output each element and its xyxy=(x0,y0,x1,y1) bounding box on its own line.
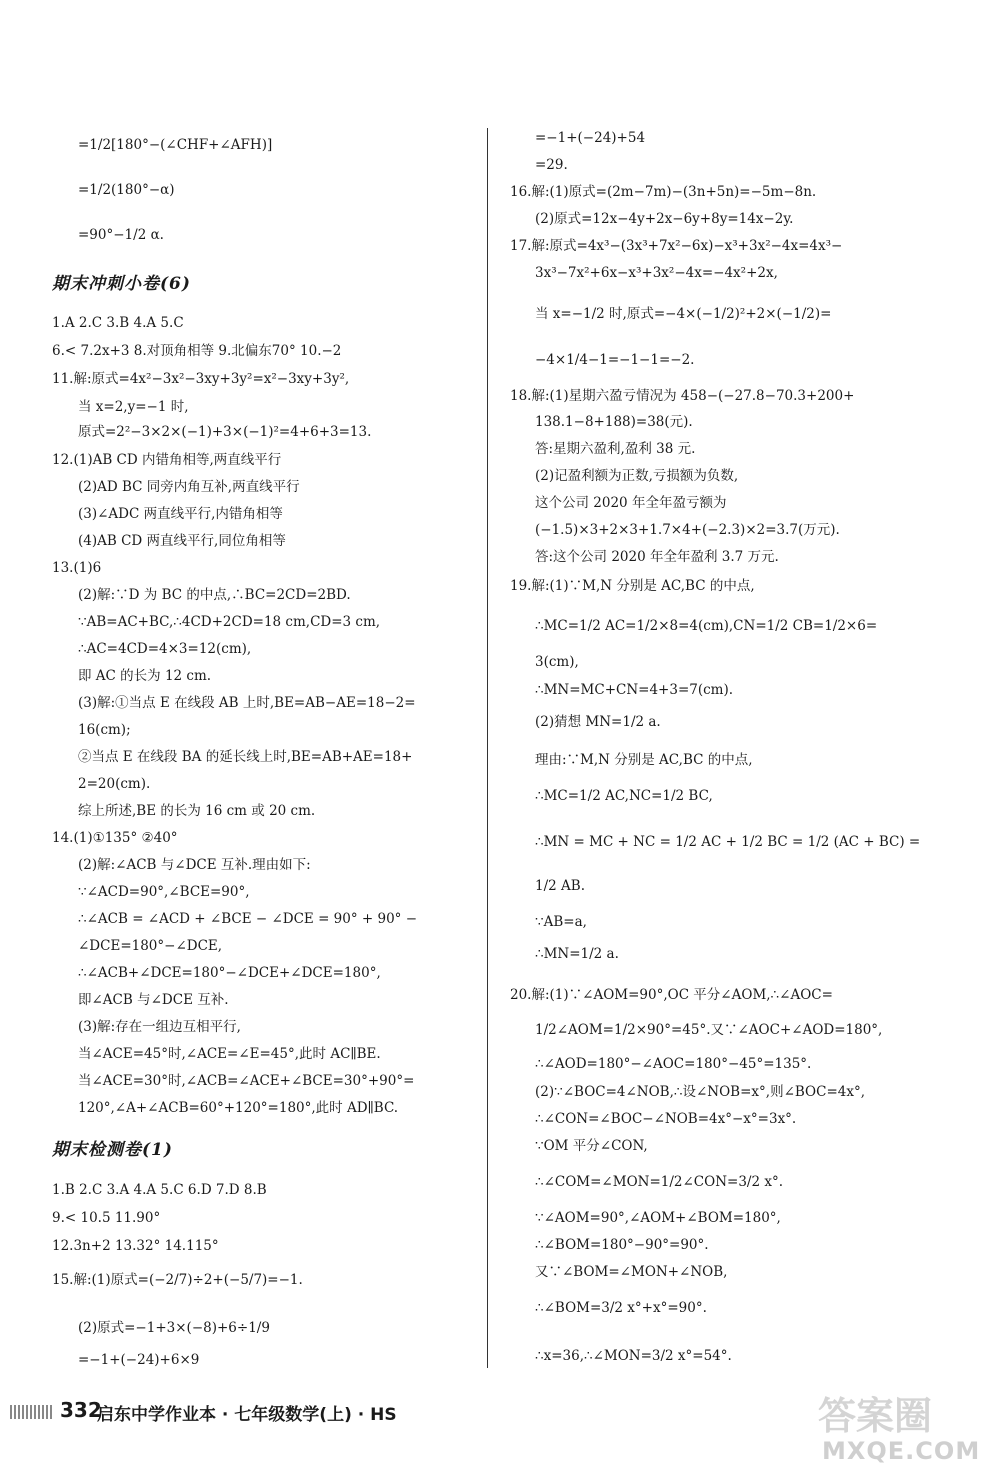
text-line: 6.< 7.2x+3 8.对顶角相等 9.北偏东70° 10.−2 xyxy=(52,343,342,359)
text-line: (2)记盈利额为正数,亏损额为负数, xyxy=(535,468,739,484)
text-line: (3)解:①当点 E 在线段 AB 上时,BE=AB−AE=18−2= xyxy=(78,695,416,711)
text-line: ∴MC=1/2 AC=1/2×8=4(cm),CN=1/2 CB=1/2×6= xyxy=(535,618,878,634)
text-line: 18.解:(1)星期六盈亏情况为 458−(−27.8−70.3+200+ xyxy=(510,388,855,404)
text-line: 理由:∵M,N 分别是 AC,BC 的中点, xyxy=(535,752,753,768)
text-line: 17.解:原式=4x³−(3x³+7x²−6x)−x³+3x²−4x=4x³− xyxy=(510,238,843,254)
text-line: 综上所述,BE 的长为 16 cm 或 20 cm. xyxy=(78,803,316,819)
text-line: ∴∠AOD=180°−∠AOC=180°−45°=135°. xyxy=(535,1056,812,1072)
text-line: 答:星期六盈利,盈利 38 元. xyxy=(535,441,696,457)
text-line: ∴∠CON=∠BOC−∠NOB=4x°−x°=3x°. xyxy=(535,1111,797,1127)
text-line: 又∵∠BOM=∠MON+∠NOB, xyxy=(535,1264,728,1280)
text-line: (2)原式=12x−4y+2x−6y+8y=14x−2y. xyxy=(535,211,794,227)
text-line: ②当点 E 在线段 BA 的延长线上时,BE=AB+AE=18+ xyxy=(78,749,413,765)
book-title: 启东中学作业本 · 七年级数学(上) · HS xyxy=(97,1405,397,1425)
text-line: 12.(1)AB CD 内错角相等,两直线平行 xyxy=(52,452,282,468)
section-title: 期末冲刺小卷(6) xyxy=(52,274,191,294)
text-line: (2)AD BC 同旁内角互补,两直线平行 xyxy=(78,479,300,495)
text-line: 12.3n+2 13.32° 14.115° xyxy=(52,1238,219,1254)
text-line: 当 x=−1/2 时,原式=−4×(−1/2)²+2×(−1/2)= xyxy=(535,306,832,322)
text-line: ∴AC=4CD=4×3=12(cm), xyxy=(78,641,252,657)
text-line: =1/2[180°−(∠CHF+∠AFH)] xyxy=(78,137,273,153)
text-line: ∴MN=MC+CN=4+3=7(cm). xyxy=(535,682,734,698)
text-line: =−1+(−24)+6×9 xyxy=(78,1352,200,1368)
text-line: −4×1/4−1=−1−1=−2. xyxy=(535,352,695,368)
watermark-url: MXQE.COM xyxy=(822,1437,981,1465)
text-line: 1/2∠AOM=1/2×90°=45°.又∵∠AOC+∠AOD=180°, xyxy=(535,1022,883,1038)
text-line: (2)原式=−1+3×(−8)+6÷1/9 xyxy=(78,1320,270,1336)
text-line: 2=20(cm). xyxy=(78,776,151,792)
text-line: 20.解:(1)∵∠AOM=90°,OC 平分∠AOM,∴∠AOC= xyxy=(510,987,833,1003)
text-line: ∴MC=1/2 AC,NC=1/2 BC, xyxy=(535,788,713,804)
watermark-text: 答案圈 xyxy=(818,1394,933,1438)
text-line: 原式=2²−3×2×(−1)+3×(−1)²=4+6+3=13. xyxy=(78,424,372,440)
text-line: (2)解:∵D 为 BC 的中点,∴BC=2CD=2BD. xyxy=(78,587,351,603)
text-line: =−1+(−24)+54 xyxy=(535,130,646,146)
text-line: =29. xyxy=(535,157,568,173)
text-line: 138.1−8+188)=38(元). xyxy=(535,414,693,430)
text-line: 当∠ACE=30°时,∠ACB=∠ACE+∠BCE=30°+90°= xyxy=(78,1073,415,1089)
text-line: (2)解:∠ACB 与∠DCE 互补.理由如下: xyxy=(78,857,311,873)
text-line: 11.解:原式=4x²−3x²−3xy+3y²=x²−3xy+3y², xyxy=(52,371,350,387)
text-line: 这个公司 2020 年全年盈亏额为 xyxy=(535,495,727,511)
text-line: =90°−1/2 α. xyxy=(78,227,164,243)
text-line: 19.解:(1)∵M,N 分别是 AC,BC 的中点, xyxy=(510,578,755,594)
text-line: ∵∠AOM=90°,∠AOM+∠BOM=180°, xyxy=(535,1210,781,1226)
text-line: ∵OM 平分∠CON, xyxy=(535,1138,648,1154)
text-line: ∴∠ACB = ∠ACD + ∠BCE − ∠DCE = 90° + 90° − xyxy=(78,911,418,927)
text-line: ∴x=36,∴∠MON=3/2 x°=54°. xyxy=(535,1348,732,1364)
text-line: (4)AB CD 两直线平行,同位角相等 xyxy=(78,533,286,549)
text-line: 13.(1)6 xyxy=(52,560,102,576)
text-line: 9.< 10.5 11.90° xyxy=(52,1210,161,1226)
text-line: 即 AC 的长为 12 cm. xyxy=(78,668,212,684)
text-line: ∴∠BOM=3/2 x°+x°=90°. xyxy=(535,1300,707,1316)
text-line: ∵AB=a, xyxy=(535,914,587,930)
page-number: 332 xyxy=(60,1398,102,1422)
text-line: ∠DCE=180°−∠DCE, xyxy=(78,938,223,954)
section-title: 期末检测卷(1) xyxy=(52,1140,173,1160)
text-line: 3(cm), xyxy=(535,654,579,670)
text-line: ∴∠ACB+∠DCE=180°−∠DCE+∠DCE=180°, xyxy=(78,965,381,981)
watermark-logo xyxy=(812,1385,997,1467)
text-line: 1.A 2.C 3.B 4.A 5.C xyxy=(52,315,184,331)
text-line: 16.解:(1)原式=(2m−7m)−(3n+5n)=−5m−8n. xyxy=(510,184,817,200)
text-line: ∴∠BOM=180°−90°=90°. xyxy=(535,1237,709,1253)
text-line: (2)猜想 MN=1/2 a. xyxy=(535,714,661,730)
text-line: 3x³−7x²+6x−x³+3x²−4x=−4x²+2x, xyxy=(535,265,778,281)
text-line: 120°,∠A+∠ACB=60°+120°=180°,此时 AD∥BC. xyxy=(78,1100,399,1116)
text-line: ∴MN=1/2 a. xyxy=(535,946,619,962)
text-line: (−1.5)×3+2×3+1.7×4+(−2.3)×2=3.7(万元). xyxy=(535,522,840,538)
text-line: ∴∠COM=∠MON=1/2∠CON=3/2 x°. xyxy=(535,1174,783,1190)
column-divider xyxy=(487,128,488,1368)
text-line: 当 x=2,y=−1 时, xyxy=(78,399,189,415)
text-line: 1/2 AB. xyxy=(535,878,585,894)
text-line: 16(cm); xyxy=(78,722,131,738)
text-line: (3)∠ADC 两直线平行,内错角相等 xyxy=(78,506,283,522)
text-line: ∵∠ACD=90°,∠BCE=90°, xyxy=(78,884,250,900)
text-line: 1.B 2.C 3.A 4.A 5.C 6.D 7.D 8.B xyxy=(52,1182,267,1198)
text-line: 15.解:(1)原式=(−2/7)÷2+(−5/7)=−1. xyxy=(52,1272,303,1288)
text-line: ∵AB=AC+BC,∴4CD+2CD=18 cm,CD=3 cm, xyxy=(78,614,381,630)
text-line: 14.(1)①135° ②40° xyxy=(52,830,178,846)
text-line: (2)∵∠BOC=4∠NOB,∴设∠NOB=x°,则∠BOC=4x°, xyxy=(535,1084,865,1100)
text-line: (3)解:存在一组边互相平行, xyxy=(78,1019,241,1035)
text-line: 即∠ACB 与∠DCE 互补. xyxy=(78,992,229,1008)
footer-decoration xyxy=(10,1405,54,1419)
text-line: ∴MN = MC + NC = 1/2 AC + 1/2 BC = 1/2 (AC + BC) = xyxy=(535,834,921,850)
text-line: 答:这个公司 2020 年全年盈利 3.7 万元. xyxy=(535,549,779,565)
text-line: 当∠ACE=45°时,∠ACE=∠E=45°,此时 AC∥BE. xyxy=(78,1046,381,1062)
text-line: =1/2(180°−α) xyxy=(78,182,175,198)
